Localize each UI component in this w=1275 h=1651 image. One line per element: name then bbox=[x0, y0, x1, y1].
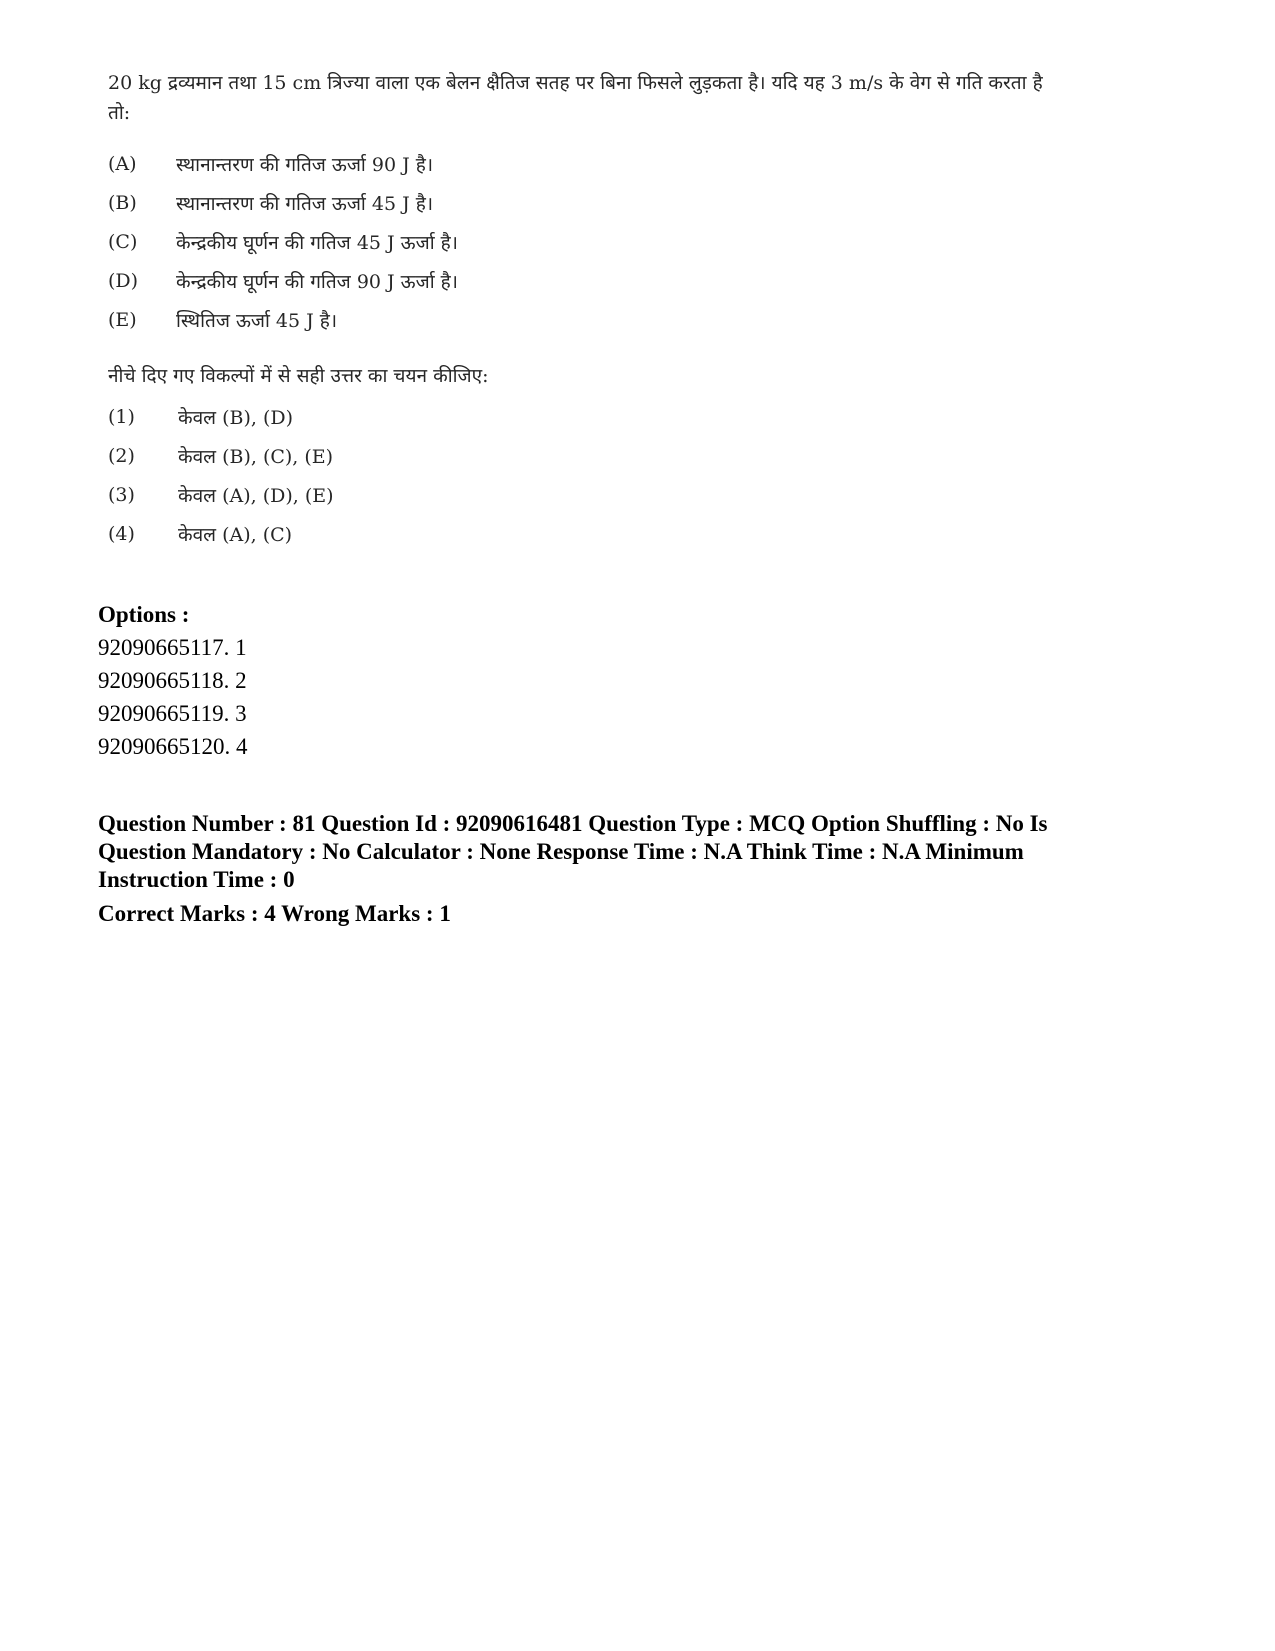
statement-label: (A) bbox=[108, 152, 137, 175]
statement-item bbox=[108, 261, 1068, 300]
choice-label: (1) bbox=[108, 405, 135, 428]
question-image bbox=[108, 68, 1068, 553]
choice-text: केवल (A), (D), (E) bbox=[178, 484, 334, 507]
options-heading: Options : bbox=[98, 602, 190, 627]
option-item: 92090665117. 1 bbox=[98, 635, 247, 660]
question-instruction: नीचे दिए गए विकल्पों में से सही उत्तर का चयन कीजिए: bbox=[108, 365, 489, 387]
choice-text: केवल (B), (D) bbox=[178, 406, 294, 429]
statement-item bbox=[108, 222, 1068, 261]
statement-text: स्थितिज ऊर्जा 45 J है। bbox=[176, 309, 338, 332]
statement-label: (E) bbox=[108, 308, 137, 331]
choice-text: केवल (B), (C), (E) bbox=[178, 445, 334, 468]
question-meta bbox=[98, 810, 1138, 928]
option-item: 92090665120. 4 bbox=[98, 734, 248, 759]
question-meta-line: Question Number : 81 Question Id : 92090616481 Question Type : MCQ Option Shuffling : No Is Question Mandatory : No Calculator : None Response Time : N.A Think Time : N.A Minimum Instruction Time : 0 bbox=[98, 811, 1048, 892]
statement-list bbox=[108, 144, 1068, 339]
marks-line: Correct Marks : 4 Wrong Marks : 1 bbox=[98, 901, 451, 926]
question-stem: 20 kg द्रव्यमान तथा 15 cm त्रिज्या वाला एक बेलन क्षैतिज सतह पर बिना फिसले लुड़कता है। यदि यह 3 m/s के वेग से गति करता है तो: bbox=[108, 72, 1043, 124]
statement-label: (B) bbox=[108, 191, 137, 214]
statement-text: केन्द्रकीय घूर्णन की गतिज 45 J ऊर्जा है। bbox=[176, 231, 458, 254]
statement-text: केन्द्रकीय घूर्णन की गतिज 90 J ऊर्जा है। bbox=[176, 270, 458, 293]
choice-item bbox=[108, 514, 1068, 553]
choice-text: केवल (A), (C) bbox=[178, 523, 293, 546]
option-item: 92090665118. 2 bbox=[98, 668, 247, 693]
option-item: 92090665119. 3 bbox=[98, 701, 247, 726]
choice-label: (3) bbox=[108, 483, 135, 506]
statement-text: स्थानान्तरण की गतिज ऊर्जा 45 J है। bbox=[176, 192, 434, 215]
choice-label: (4) bbox=[108, 522, 135, 545]
choice-item bbox=[108, 397, 1068, 436]
statement-item bbox=[108, 183, 1068, 222]
statement-label: (D) bbox=[108, 269, 139, 292]
options-block bbox=[98, 598, 248, 763]
choice-list bbox=[108, 397, 1068, 553]
choice-item bbox=[108, 475, 1068, 514]
choice-label: (2) bbox=[108, 444, 135, 467]
statement-text: स्थानान्तरण की गतिज ऊर्जा 90 J है। bbox=[176, 153, 434, 176]
statement-item bbox=[108, 300, 1068, 339]
choice-item bbox=[108, 436, 1068, 475]
statement-label: (C) bbox=[108, 230, 138, 253]
statement-item bbox=[108, 144, 1068, 183]
